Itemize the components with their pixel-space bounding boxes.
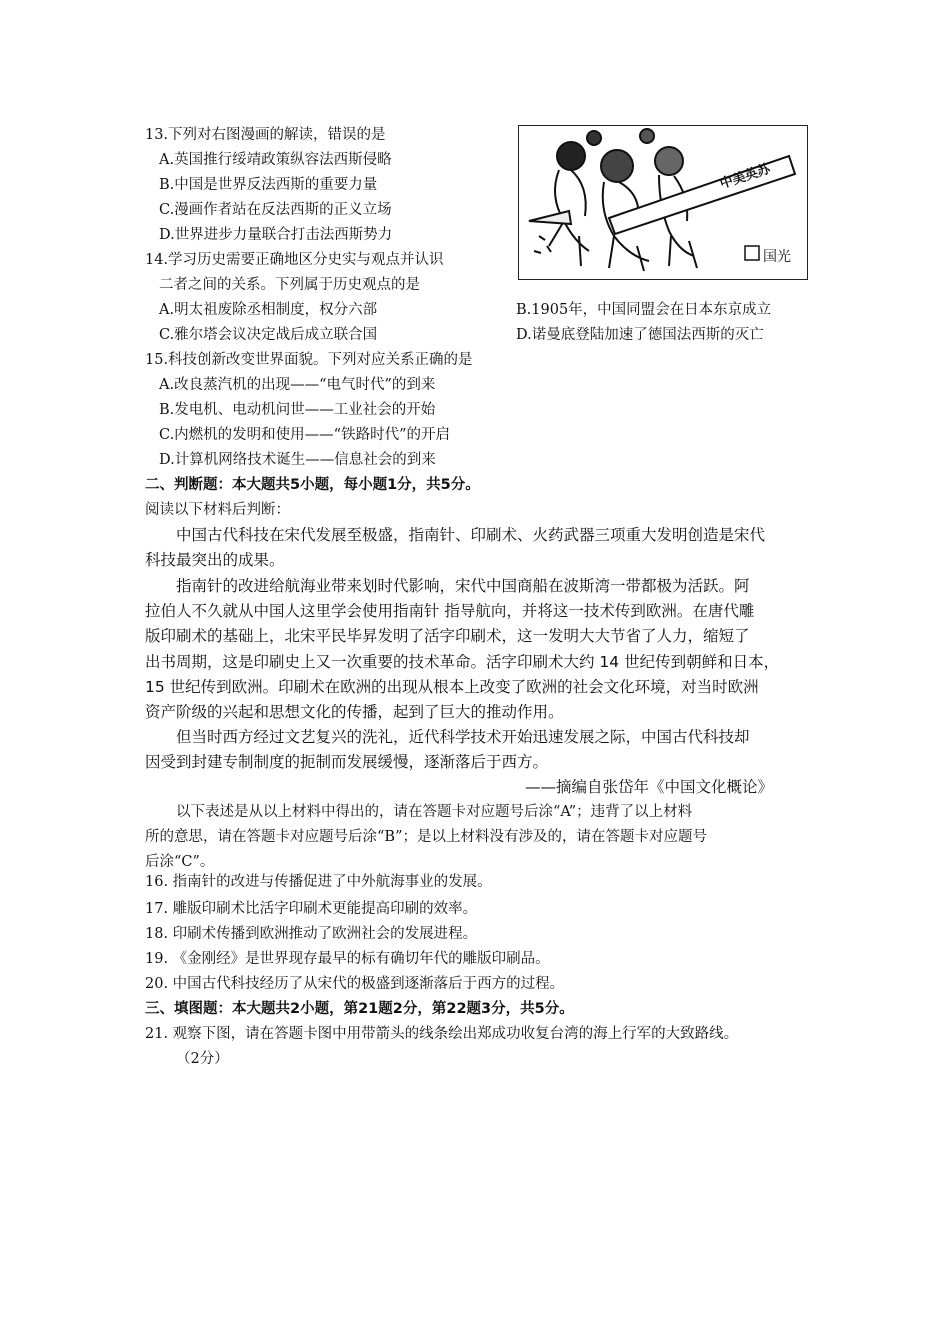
q15-option-d: D.计算机网络技术诞生——信息社会的到来 [159, 452, 436, 468]
cartoon-banner-text: 中美英苏 [718, 161, 773, 193]
cartoon-signature: 国光 [763, 249, 791, 265]
passage-line: 科技最突出的成果。 [145, 551, 285, 569]
passage-line: 但当时西方经过文艺复兴的洗礼，近代科学技术开始迅速发展之际，中国古代科技却 [176, 728, 750, 746]
passage-line: 出书周期，这是印刷史上又一次重要的技术革命。活字印刷术大约 14 世纪传到朝鲜和日本， [145, 653, 780, 671]
q15-stem: 15.科技创新改变世界面貌。下列对应关系正确的是 [145, 352, 473, 368]
cartoon-drawing [519, 126, 807, 279]
passage-line: 拉伯人不久就从中国人这里学会使用指南针 指导航向，并将这一技术传到欧洲。在唐代雕 [145, 602, 755, 620]
judgment-item-16: 16. 指南针的改进与传播促进了中外航海事业的发展。 [145, 874, 492, 890]
instruction-line: 后涂“C”。 [145, 854, 215, 870]
judgment-item-19: 19. 《金刚经》是世界现存最早的标有确切年代的雕版印刷品。 [145, 951, 550, 967]
q14-option-d: D.诺曼底登陆加速了德国法西斯的灭亡 [516, 327, 764, 343]
passage-line: 15 世纪传到欧洲。印刷术在欧洲的出现从根本上改变了欧洲的社会文化环境，对当时欧洲 [145, 678, 759, 696]
q21-line2: （2分） [176, 1051, 229, 1067]
section2-title: 二、判断题：本大题共5小题，每小题1分，共5分。 [145, 477, 480, 493]
judgment-item-20: 20. 中国古代科技经历了从宋代的极盛到逐渐落后于西方的过程。 [145, 976, 565, 992]
judgment-item-18: 18. 印刷术传播到欧洲推动了欧洲社会的发展进程。 [145, 926, 478, 942]
q13-option-a: A.英国推行绥靖政策纵容法西斯侵略 [159, 152, 392, 168]
passage-line: 中国古代科技在宋代发展至极盛，指南针、印刷术、火药武器三项重大发明创造是宋代 [176, 526, 766, 544]
instruction-line: 所的意思，请在答题卡对应题号后涂“B”；是以上材料没有涉及的，请在答题卡对应题号 [145, 829, 707, 845]
passage-line: 资产阶级的兴起和思想文化的传播，起到了巨大的推动作用。 [145, 703, 564, 721]
q14-option-c: C.雅尔塔会议决定战后成立联合国 [159, 327, 378, 343]
q14-stem-line1: 14.学习历史需要正确地区分史实与观点并认识 [145, 252, 444, 268]
passage-line: 版印刷术的基础上，北宋平民毕昇发明了活字印刷术，这一发明大大节省了人力，缩短了 [145, 627, 750, 645]
q13-stem: 13.下列对右图漫画的解读，错误的是 [145, 127, 386, 143]
q15-option-a: A.改良蒸汽机的出现——“电气时代”的到来 [159, 377, 436, 393]
cartoon-image [518, 125, 808, 280]
section3-title: 三、填图题：本大题共2小题，第21题2分，第22题3分，共5分。 [145, 1001, 574, 1017]
q14-option-b: B.1905年，中国同盟会在日本东京成立 [516, 302, 772, 318]
q14-option-a: A.明太祖废除丞相制度，权分六部 [159, 302, 378, 318]
q21-line1: 21. 观察下图，请在答题卡图中用带箭头的线条绘出郑成功收复台湾的海上行军的大致路线。 [145, 1026, 739, 1042]
q15-option-c: C.内燃机的发明和使用——“铁路时代”的开启 [159, 427, 451, 443]
instruction-line: 以下表述是从以上材料中得出的，请在答题卡对应题号后涂“A”；违背了以上材料 [176, 804, 693, 820]
section2-intro: 阅读以下材料后判断： [145, 502, 290, 518]
passage-line: 因受到封建专制制度的扼制而发展缓慢，逐渐落后于西方。 [145, 753, 549, 771]
q13-option-b: B.中国是世界反法西斯的重要力量 [159, 177, 378, 193]
cartoon-seal-mark [745, 246, 759, 260]
q13-option-d: D.世界进步力量联合打击法西斯势力 [159, 227, 393, 243]
q13-option-c: C.漫画作者站在反法西斯的正义立场 [159, 202, 392, 218]
passage-line: 指南针的改进给航海业带来划时代影响，宋代中国商船在波斯湾一带都极为活跃。阿 [176, 577, 750, 595]
q15-option-b: B.发电机、电动机问世——工业社会的开始 [159, 402, 436, 418]
judgment-item-17: 17. 雕版印刷术比活字印刷术更能提高印刷的效率。 [145, 901, 478, 917]
passage-source: ——摘编自张岱年《中国文化概论》 [525, 778, 774, 796]
q14-stem-line2: 二者之间的关系。下列属于历史观点的是 [159, 277, 420, 293]
